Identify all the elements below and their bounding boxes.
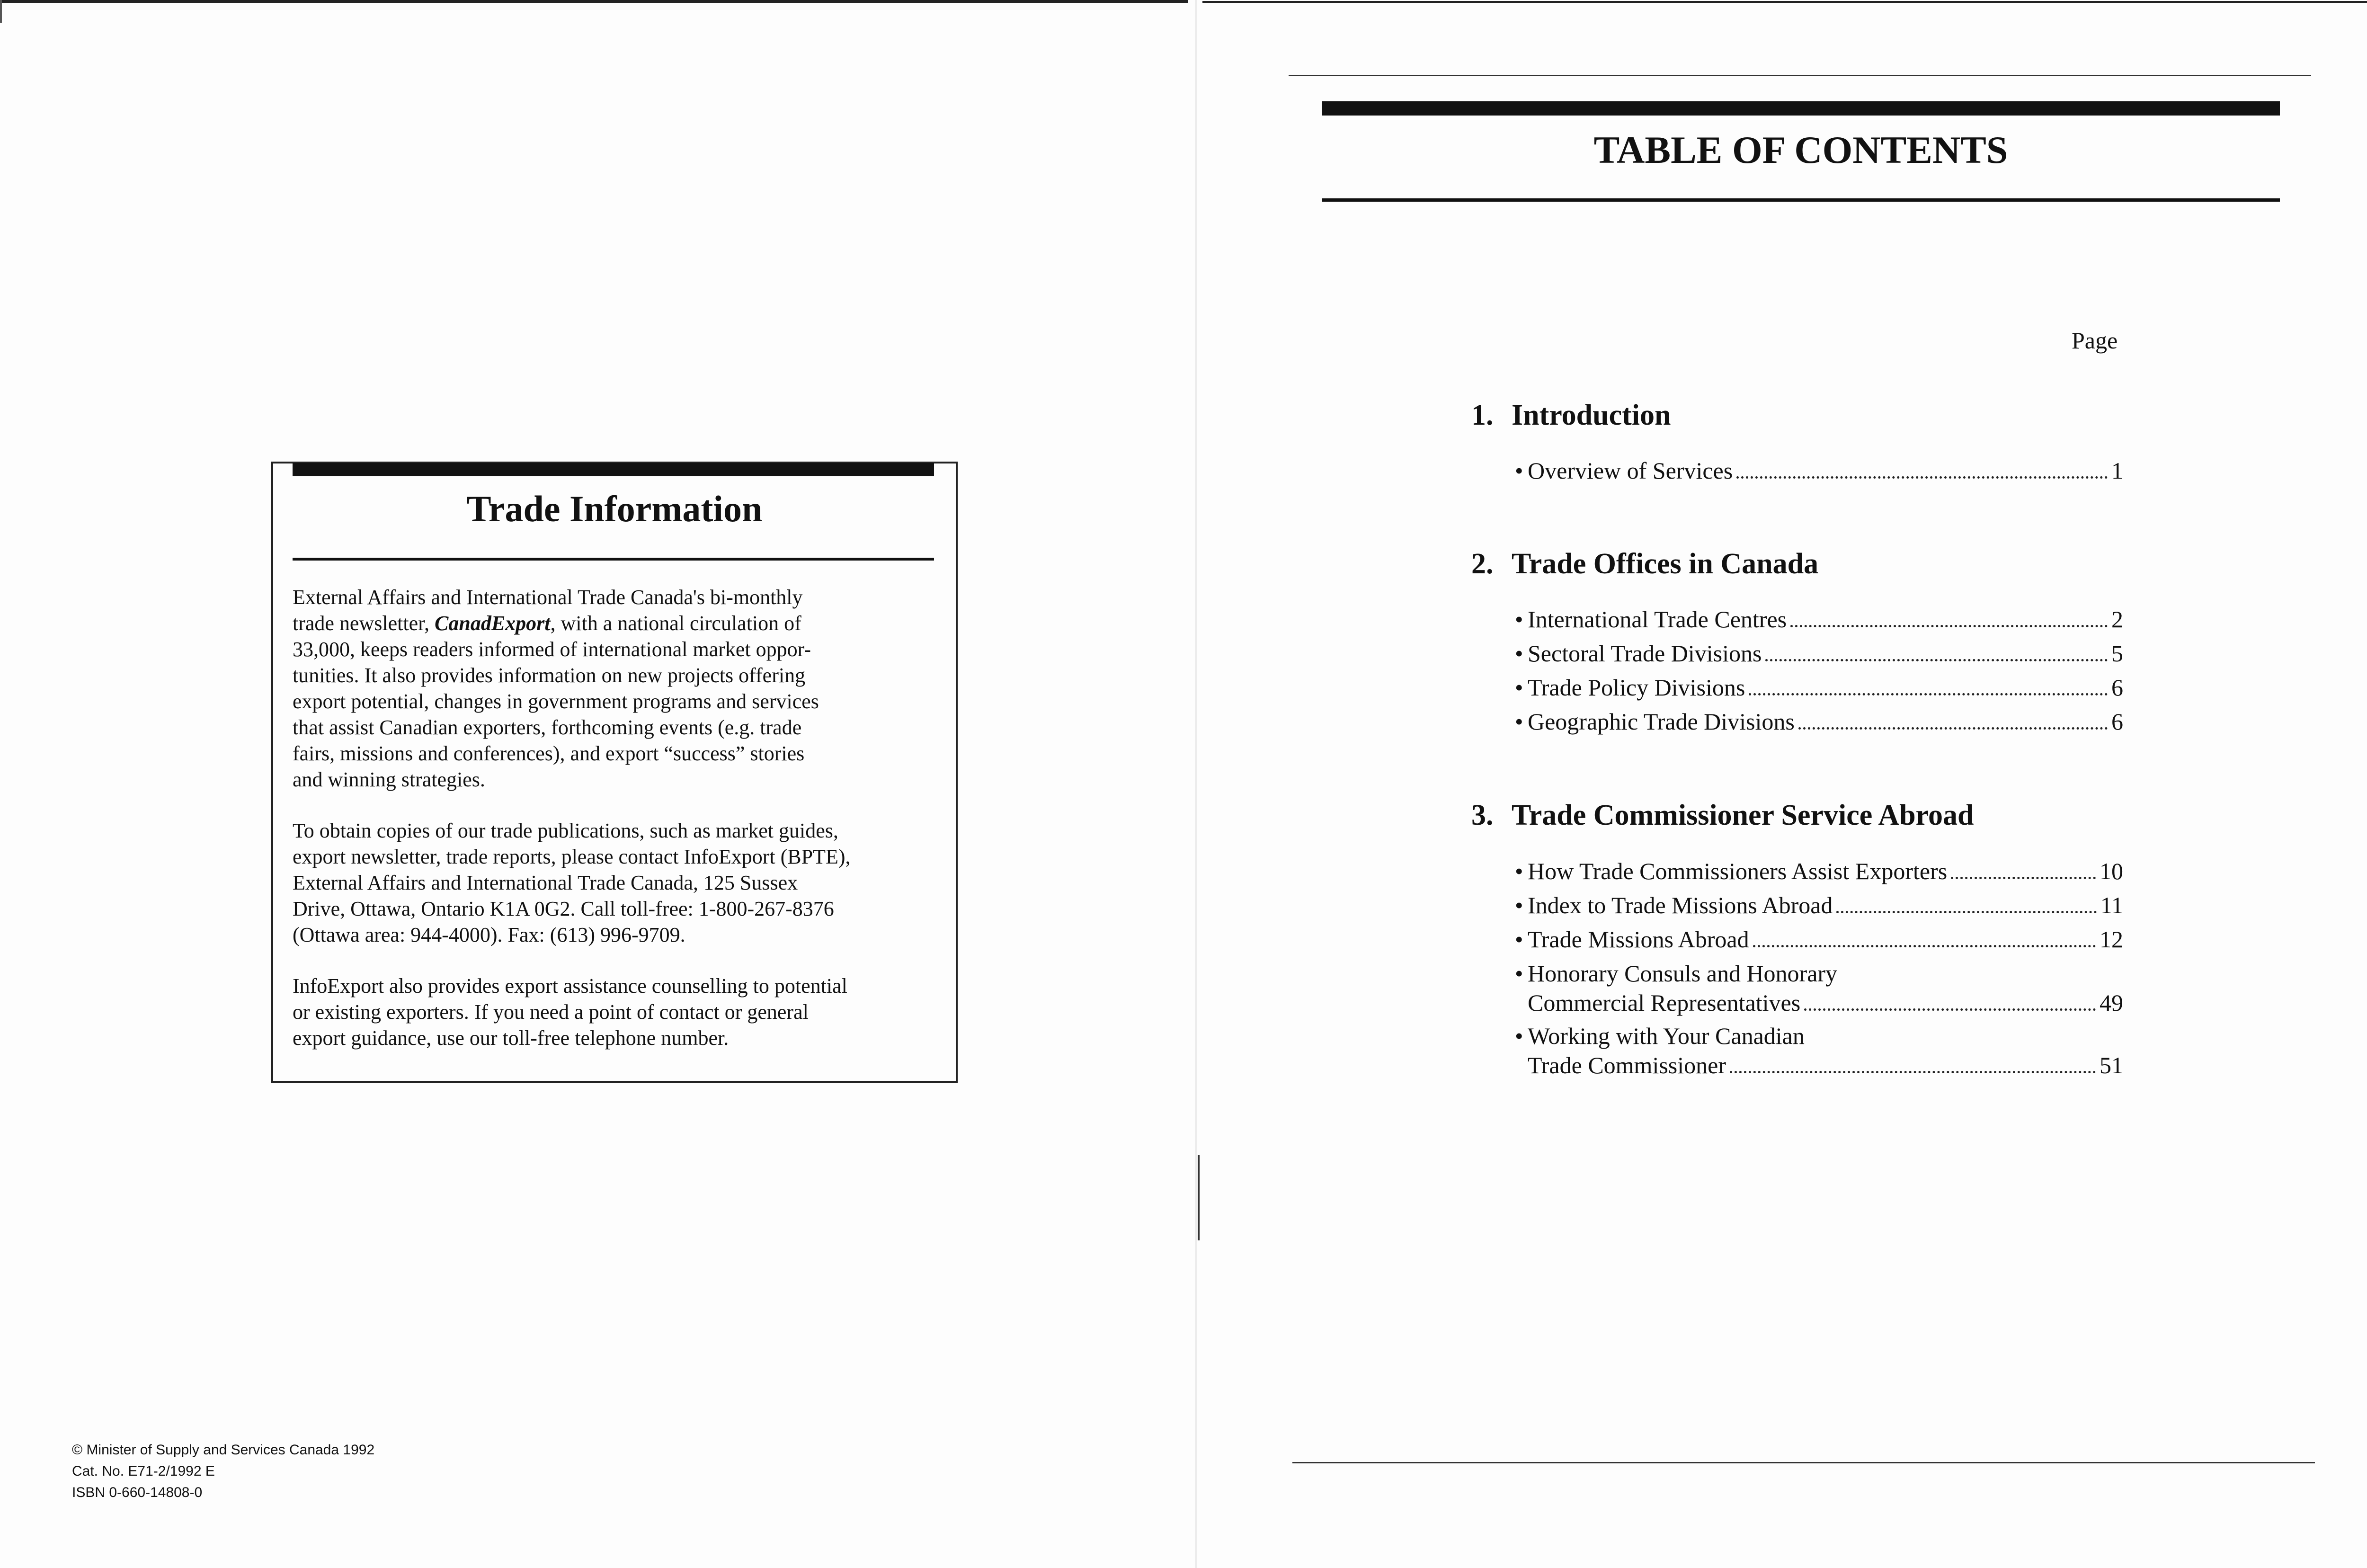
bullet: • xyxy=(1515,606,1523,633)
entry-page: 5 xyxy=(2111,640,2123,667)
text-line: (Ottawa area: 944-4000). Fax: (613) 996-9709. xyxy=(293,923,685,946)
isbn: ISBN 0-660-14808-0 xyxy=(72,1485,203,1500)
text-line: export newsletter, trade reports, please contact InfoExport (BPTE), xyxy=(293,845,851,868)
dot-leader xyxy=(1753,945,2096,947)
trade-info-paragraph-1 xyxy=(293,584,941,793)
text-line: External Affairs and International Trade Canada's bi-monthly xyxy=(293,586,803,609)
dot-leader xyxy=(1736,476,2108,479)
bullet: • xyxy=(1515,457,1523,484)
text-line: fairs, missions and conferences), and export “success” stories xyxy=(293,742,805,765)
section-number: 2. xyxy=(1471,548,1494,580)
bullet: • xyxy=(1515,674,1523,701)
entry-page: 11 xyxy=(2100,892,2123,918)
entry-page: 49 xyxy=(2100,989,2123,1016)
dot-leader xyxy=(1730,1071,2096,1073)
entry-title: Sectoral Trade Divisions xyxy=(1528,640,1762,667)
entry-title: International Trade Centres xyxy=(1528,606,1787,633)
copyright-line: © Minister of Supply and Services Canada 1992 xyxy=(72,1442,375,1458)
text-line: export potential, changes in government programs and services xyxy=(293,690,819,713)
page-column-label: Page xyxy=(2072,327,2118,354)
bullet: • xyxy=(1515,858,1523,884)
section-title: Trade Commissioner Service Abroad xyxy=(1512,799,1974,831)
entry-page: 10 xyxy=(2100,858,2123,884)
toc-entry[interactable] xyxy=(1515,890,2123,920)
section-title: Introduction xyxy=(1512,399,1671,431)
trade-info-paragraph-3 xyxy=(293,973,941,1051)
entry-page: 12 xyxy=(2100,926,2123,953)
top-edge-right xyxy=(1202,1,2367,3)
toc-section-trade-commissioner-service[interactable] xyxy=(1471,799,1974,832)
dot-leader xyxy=(1951,877,2096,879)
text-line: Drive, Ottawa, Ontario K1A 0G2. Call toll-free: 1-800-267-8376 xyxy=(293,897,834,920)
text-line: that assist Canadian exporters, forthcoming events (e.g. trade xyxy=(293,716,802,739)
toc-entry-line-1[interactable] xyxy=(1515,958,1838,989)
trade-info-title: Trade Information xyxy=(466,488,763,529)
catalogue-number: Cat. No. E71-2/1992 E xyxy=(72,1463,215,1479)
toc-rule xyxy=(1322,198,2280,202)
entry-title-continued: Trade Commissioner xyxy=(1528,1052,1726,1078)
entry-title: Trade Policy Divisions xyxy=(1528,674,1745,701)
entry-page: 6 xyxy=(2111,674,2123,701)
toc-entry[interactable] xyxy=(1515,455,2123,486)
toc-entry[interactable] xyxy=(1515,706,2123,737)
entry-page: 2 xyxy=(2111,606,2123,633)
text-line: or existing exporters. If you need a point of contact or general xyxy=(293,1000,809,1024)
entry-title: Index to Trade Missions Abroad xyxy=(1528,892,1833,918)
text-line: To obtain copies of our trade publications, such as market guides, xyxy=(293,819,838,842)
page-gutter xyxy=(1195,0,1197,1568)
toc-top-bar xyxy=(1322,101,2280,116)
toc-entry[interactable] xyxy=(1515,672,2123,703)
toc-entry[interactable] xyxy=(1528,1050,2123,1080)
toc-section-trade-offices[interactable] xyxy=(1471,547,1818,581)
entry-title-continued: Commercial Representatives xyxy=(1528,989,1801,1016)
header-rule xyxy=(1289,75,2311,76)
entry-page: 6 xyxy=(2111,708,2123,735)
dot-leader xyxy=(1765,659,2108,661)
toc-title: TABLE OF CONTENTS xyxy=(1593,128,2008,171)
entry-title: Working with Your Canadian xyxy=(1528,1023,1805,1049)
copyright-notice xyxy=(72,1439,374,1503)
dot-leader xyxy=(1804,1008,2096,1011)
entry-page: 1 xyxy=(2111,457,2123,484)
toc-entry[interactable] xyxy=(1515,604,2123,634)
toc-section-introduction[interactable] xyxy=(1471,399,1671,432)
section-title: Trade Offices in Canada xyxy=(1512,548,1819,580)
trade-info-rule xyxy=(293,558,934,561)
gutter-mark xyxy=(1198,1155,1200,1240)
publication-name: CanadExport xyxy=(435,612,551,635)
text-line: External Affairs and International Trade Canada, 125 Sussex xyxy=(293,871,798,894)
dot-leader xyxy=(1836,911,2096,913)
footer-rule xyxy=(1292,1462,2315,1463)
text-line: tunities. It also provides information on new projects offering xyxy=(293,664,806,687)
text-line xyxy=(293,610,941,636)
entry-title: Trade Missions Abroad xyxy=(1528,926,1749,953)
top-edge-left xyxy=(0,0,1188,3)
toc-entry[interactable] xyxy=(1515,856,2123,886)
dot-leader xyxy=(1798,727,2108,730)
bullet: • xyxy=(1515,960,1523,987)
trade-info-top-bar xyxy=(293,463,934,476)
toc-entry-line-1[interactable] xyxy=(1515,1021,1805,1051)
text-line: 33,000, keeps readers informed of international market oppor- xyxy=(293,638,811,661)
trade-info-body xyxy=(293,584,941,1076)
dot-leader xyxy=(1749,693,2108,695)
trade-info-paragraph-2 xyxy=(293,818,941,948)
dot-leader xyxy=(1790,625,2108,627)
entry-title: Overview of Services xyxy=(1528,457,1733,484)
bullet: • xyxy=(1515,892,1523,918)
toc-entry[interactable] xyxy=(1515,924,2123,954)
entry-page: 51 xyxy=(2100,1052,2123,1078)
section-number: 3. xyxy=(1471,799,1494,831)
entry-title: How Trade Commissioners Assist Exporters xyxy=(1528,858,1948,884)
bullet: • xyxy=(1515,926,1523,953)
bullet: • xyxy=(1515,640,1523,667)
edge-mark xyxy=(0,0,2,23)
text-line: and winning strategies. xyxy=(293,768,485,791)
entry-title: Honorary Consuls and Honorary xyxy=(1528,960,1838,987)
text-line: export guidance, use our toll-free telephone number. xyxy=(293,1026,729,1050)
bullet: • xyxy=(1515,708,1523,735)
text-line: InfoExport also provides export assistance counselling to potential xyxy=(293,974,847,998)
text-fragment: trade newsletter, xyxy=(293,612,435,635)
toc-entry[interactable] xyxy=(1528,988,2123,1018)
text-fragment: , with a national circulation of xyxy=(550,612,801,635)
section-number: 1. xyxy=(1471,399,1494,431)
entry-title: Geographic Trade Divisions xyxy=(1528,708,1795,735)
toc-entry[interactable] xyxy=(1515,638,2123,668)
bullet: • xyxy=(1515,1023,1523,1049)
